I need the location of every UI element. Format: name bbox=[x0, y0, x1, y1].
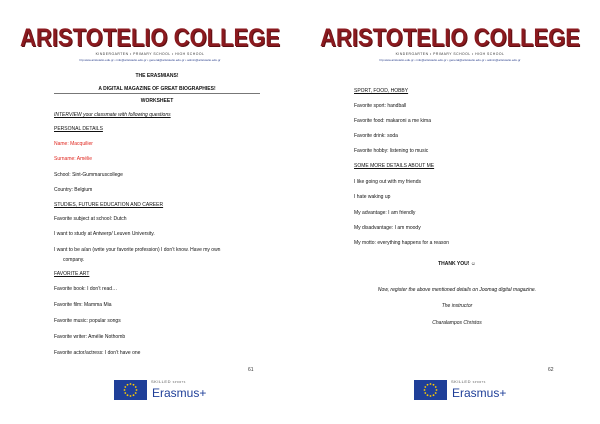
college-name-right: ARISTOTELIO COLLEGE bbox=[320, 23, 580, 52]
studies-heading: STUDIES, FUTURE EDUCATION AND CAREER bbox=[54, 202, 164, 208]
eu-flag-icon bbox=[414, 380, 447, 400]
more-details-heading: SOME MORE DETAILS ABOUT ME bbox=[354, 163, 435, 169]
my-motto: My motto: everything happens for a reason bbox=[354, 240, 450, 246]
college-name: ARISTOTELIO COLLEGE bbox=[20, 23, 280, 52]
study-at: I want to study at Antwerp/ Leuven University. bbox=[54, 231, 155, 237]
school-field: School: Sint-Gummaruscollege bbox=[54, 172, 123, 178]
magazine-title: THE ERASMIANS! bbox=[135, 73, 179, 79]
interview-instruction: INTERVIEW your classmate with following questions bbox=[54, 112, 171, 118]
erasmus-plus-logo: Erasmus+ bbox=[152, 386, 207, 400]
register-instruction: Now, register the above mentioned details on Joomag digital magazine. bbox=[377, 287, 537, 293]
sport-food-hobby-heading: SPORT, FOOD, HOBBY bbox=[354, 88, 409, 94]
hate-waking-up: I hate waking up bbox=[354, 194, 391, 200]
title-divider bbox=[54, 93, 260, 94]
skilled-logo-text: SKILLED SPORTS bbox=[151, 379, 186, 384]
want-to-be-line2: company. bbox=[63, 257, 85, 263]
favorite-music: Favorite music: popular songs bbox=[54, 318, 121, 324]
erasmus-footer-left bbox=[114, 378, 224, 402]
college-contact-right: hlp:www.aristotelio.edu.gr • info@aristotelio.edu.gr • general@aristotelio.edu.gr • admin@aristotelio.edu.gr bbox=[379, 58, 521, 62]
country-field: Country: Belgium bbox=[54, 187, 93, 193]
favorite-film: Favorite film: Mamma Mia bbox=[54, 302, 112, 308]
instructor-name: Charalampos Christos bbox=[432, 320, 482, 326]
erasmus-plus-logo-right: Erasmus+ bbox=[452, 386, 507, 400]
favorite-hobby: Favorite hobby: listening to music bbox=[354, 148, 429, 154]
my-advantage: My advantage: I am friendly bbox=[354, 210, 416, 216]
favorite-food: Favorite food: makaroni a me kima bbox=[354, 118, 431, 124]
magazine-subtitle: A DIGITAL MAGAZINE OF GREAT BIOGRAPHIES! bbox=[98, 86, 216, 92]
favorite-book: Favorite book: I don’t read… bbox=[54, 286, 118, 292]
skilled-logo-text-right: SKILLED SPORTS bbox=[451, 379, 486, 384]
eu-flag-icon bbox=[114, 380, 147, 400]
my-disadvantage: My disadvantage: I am moody bbox=[354, 225, 421, 231]
like-going-out: I like going out with my friends bbox=[354, 179, 421, 185]
personal-details-heading: PERSONAL DETAILS bbox=[54, 126, 103, 132]
page-number-left: 61 bbox=[248, 367, 254, 373]
college-contact: hlp:www.aristotelio.edu.gr • info@aristotelio.edu.gr • general@aristotelio.edu.gr • admin@aristotelio.edu.gr bbox=[79, 58, 221, 62]
right-page bbox=[300, 0, 600, 424]
favorite-sport: Favorite sport: handball bbox=[354, 103, 407, 109]
worksheet-title: WORKSHEET bbox=[140, 98, 174, 104]
name-field: Name: Macquilier bbox=[54, 141, 93, 147]
college-subtitle: KINDERGARTEN • PRIMARY SCHOOL • HIGH SCHOOL bbox=[95, 52, 205, 56]
surname-field: Surname: Amélie bbox=[54, 156, 93, 162]
want-to-be-line1: I want to be a/an (write your favorite profession) I don’t know. Have my own bbox=[54, 247, 221, 253]
college-header-right bbox=[300, 23, 600, 62]
page-number-right: 62 bbox=[548, 367, 554, 373]
college-header bbox=[0, 23, 300, 62]
favorite-art-heading: FAVORITE ART bbox=[54, 271, 90, 277]
favorite-actor: Favorite actor/actress: I don’t have one bbox=[54, 350, 141, 356]
favorite-subject: Favorite subject at school: Dutch bbox=[54, 216, 127, 222]
erasmus-footer-right bbox=[414, 378, 524, 402]
favorite-writer: Favorite writer: Amélie Nothomb bbox=[54, 334, 126, 340]
instructor-label: The instructor bbox=[441, 303, 473, 309]
thank-you: THANK YOU! ☺ bbox=[438, 261, 476, 267]
college-subtitle-right: KINDERGARTEN • PRIMARY SCHOOL • HIGH SCHOOL bbox=[395, 52, 505, 56]
favorite-drink: Favorite drink: soda bbox=[354, 133, 398, 139]
